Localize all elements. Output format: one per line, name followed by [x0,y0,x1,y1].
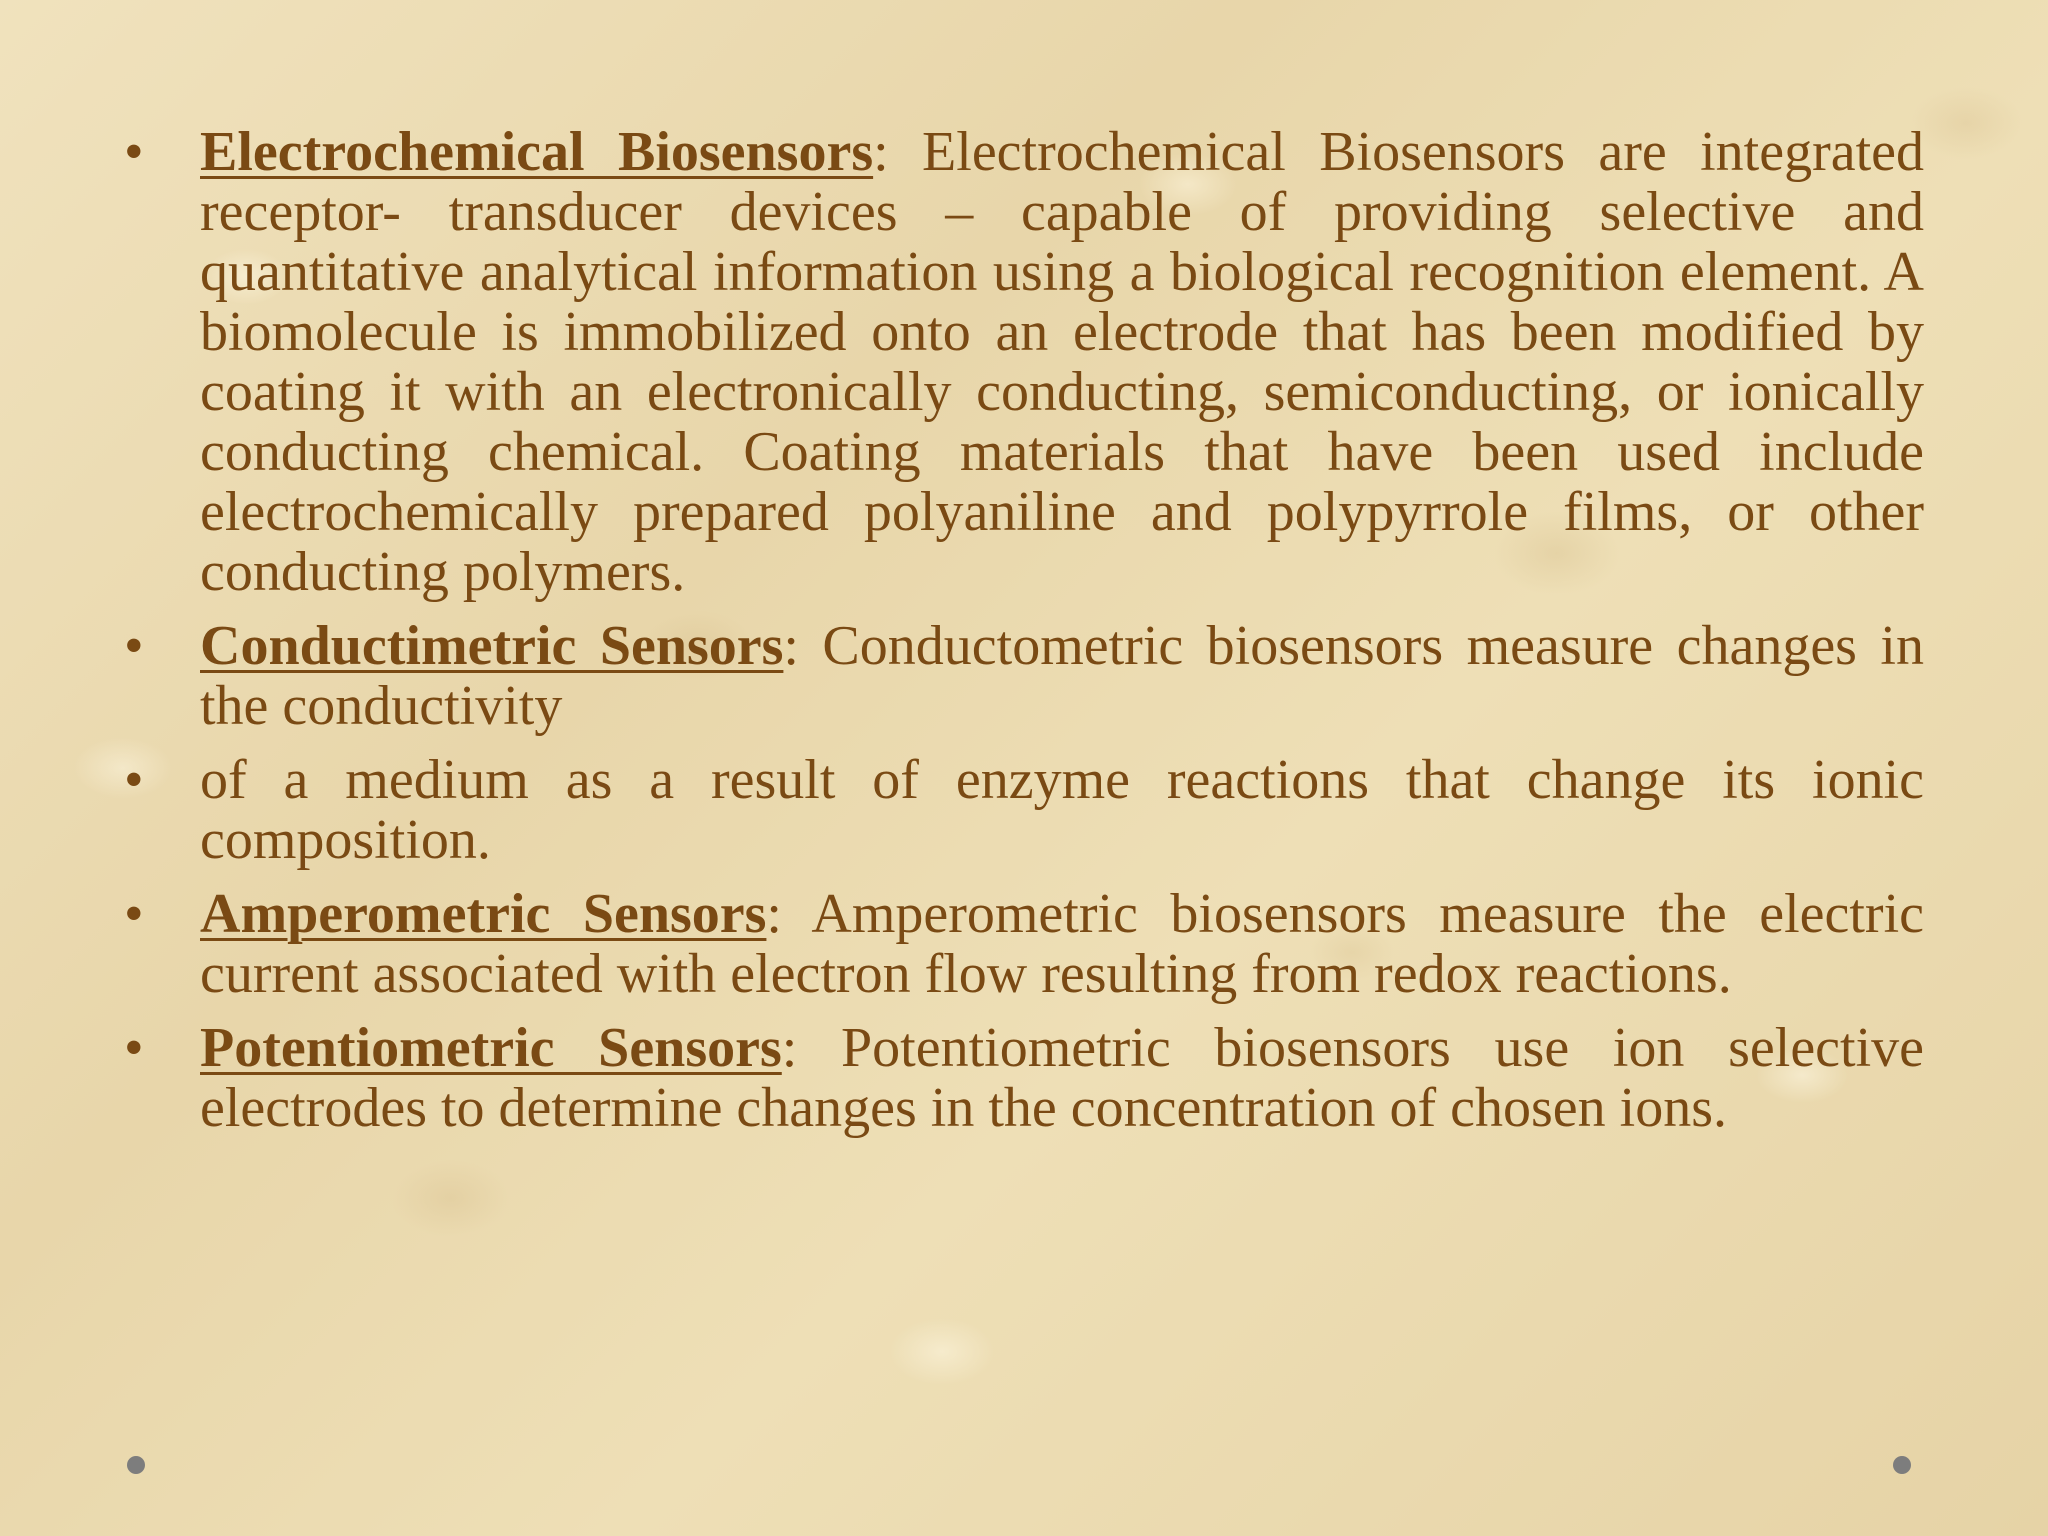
bullet-list [112,122,1924,1138]
term-separator: : [873,121,889,183]
bullet-amperometric-sensors [112,884,1924,1004]
bullet-icon: • [124,615,144,677]
description-medium-ionic-composition: of a medium as a result of enzyme reactions that change its ionic composition. [200,749,1924,871]
bullet-icon: • [124,1017,144,1079]
term-potentiometric-sensors: Potentiometric Sensors [200,1017,782,1079]
term-conductimetric-sensors: Conductimetric Sensors [200,615,784,677]
bullet-icon: • [124,121,144,183]
description-potentiometric-sensors: Potentiometric biosensors use ion selective electrodes to determine changes in the concentration of chosen ions. [200,1017,1925,1139]
bullet-icon: • [124,749,144,811]
bullet-electrochemical-biosensors [112,122,1924,602]
bullet-medium-ionic-composition [112,750,1924,870]
bullet-icon: • [124,883,144,945]
bullet-potentiometric-sensors [112,1018,1924,1138]
term-amperometric-sensors: Amperometric Sensors [200,883,767,945]
description-amperometric-sensors: Amperometric biosensors measure the electric current associated with electron flow resulting from redox reactions. [200,883,1924,1005]
term-separator: : [781,1017,798,1079]
corner-dot-left-icon [127,1456,145,1474]
description-electrochemical-biosensors: Electrochemical Biosensors are integrated receptor- transducer devices – capable of providing selective and quantitative analytical information using a biological recognition element. A biomolecule is immobilized onto an electrode that has been modified by coating it with an electronically conducting, semiconducting, or ionically conducting chemical. Coating materials that have been used include electrochemically prepared polyaniline and polypyrrole films, or other conducting polymers. [200,121,1924,603]
bullet-conductimetric-sensors [112,616,1924,736]
corner-dot-right-icon [1893,1456,1911,1474]
term-separator: : [766,883,782,945]
term-electrochemical-biosensors: Electrochemical Biosensors [200,121,874,183]
term-separator: : [783,615,799,677]
description-conductimetric-sensors: Conductometric biosensors measure changes in the conductivity [200,615,1924,737]
